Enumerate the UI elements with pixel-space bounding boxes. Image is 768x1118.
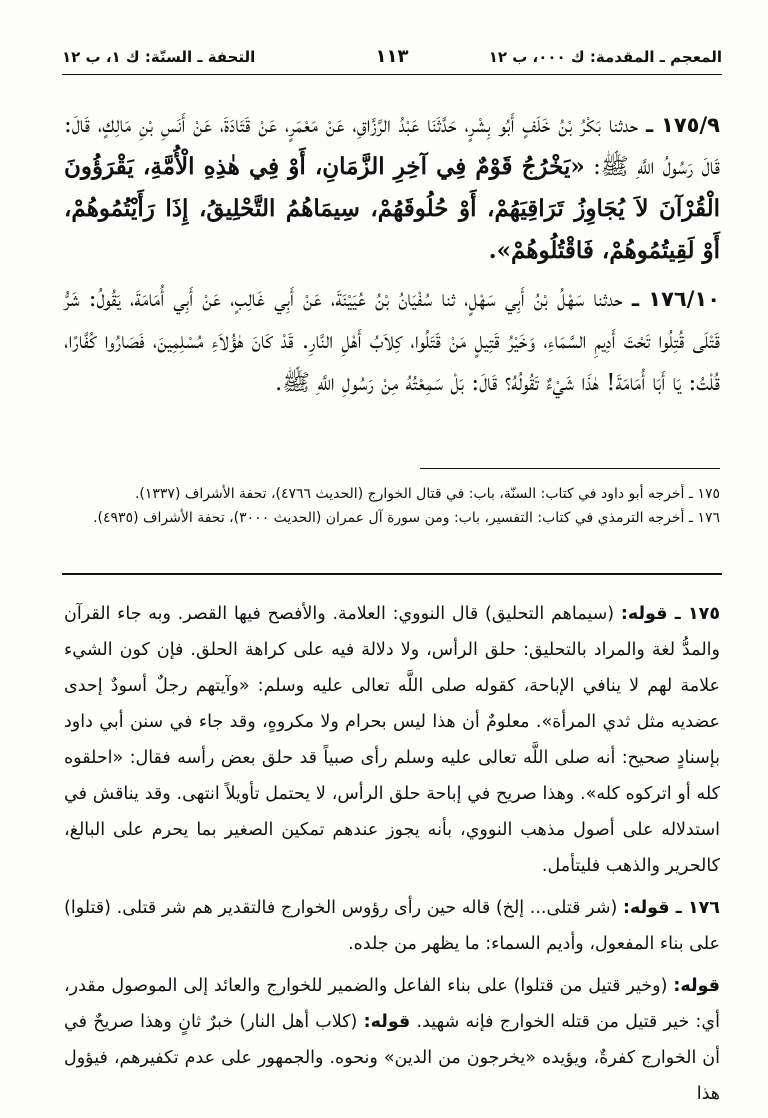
header-left: التحفة ـ السنّة: ك ١، ب ١٢ [62, 48, 256, 66]
footnote-175: ١٧٥ ـ أخرجه أبو داود في كتاب: السنّة، باب: في قتال الخوارج (الحديث ٤٧٦٦)، تحفة الأشراف (١٣٣٧). [134, 486, 720, 502]
commentary-text: (وخير قتيل من قتلوا) على بناء الفاعل والضمير للخوارج والعائد إلى الموصول مقدر، أي: خير قتيل من قتله الخوارج فإنه شهيد. [64, 976, 720, 1032]
footnote-176: ١٧٦ ـ أخرجه الترمذي في كتاب: التفسير، باب: ومن سورة آل عمران (الحديث ٣٠٠٠)، تحفة الأشراف (٤٩٣٥). [93, 510, 720, 526]
commentary-176-cont [64, 968, 720, 1112]
commentary-label: ١٧٥ ـ قوله: [620, 604, 720, 624]
hadith-isnad: حدثنا بَكْرُ بْنُ خَلَفٍ أَبُو بِشْرٍ، حَدَّثَنَا عَبْدُ الرَّزَّاقِ، عَنْ مَعْمَرٍ، عَنْ قَتَادَةَ، عَنْ أَنَسِ بْنِ مَالِكٍ، قَالَ: قَالَ رَسُولُ اللَّهِ ﷺ: [64, 112, 720, 180]
hadith-number: ١٧٥/٩ ـ [646, 113, 720, 137]
commentary [64, 596, 720, 1118]
commentary-label: قوله: [673, 976, 720, 996]
page-number: ١١٣ [375, 46, 409, 67]
hadith-176 [64, 278, 720, 404]
commentary-175 [64, 596, 720, 884]
header-right: المعجم ـ المقدمة: ك ٠٠٠، ب ١٢ [488, 48, 722, 66]
commentary-rule [62, 573, 722, 575]
hadith-matn: شَرُّ قَتْلَى قُتِلُوا تَحْتَ أَدِيمِ السَّمَاءِ، وَخَيْرُ قَتِيلٍ مَنْ قَتَلُوا، كِلاَبُ أَهْلِ النَّارِ. قَدْ كَانَ هٰؤُلاَءِ مُسْلِمِينَ، فَصَارُوا كُفَّارًا، قُلْتُ: يَا أَبَا أُمَامَةَ! هٰذَا شَيْءٌ تَقُولُهُ؟ قَالَ: بَلْ سَمِعْتُهُ مِنْ رَسُولِ اللَّهِ ﷺ. [64, 286, 720, 396]
commentary-label: قوله: [363, 1012, 411, 1032]
hadith-isnad: حدثنا سَهْلُ بْنُ أَبِي سَهْلٍ، ثنا سُفْيَانُ بْنُ عُيَيْنَةَ، عَنْ أَبِي غَالِبٍ، عَنْ أَبِي أُمَامَةَ، يَقُولُ: [88, 286, 623, 312]
commentary-text: (كلاب أهل النار) خبرٌ ثانٍ وهذا صريحٌ في أن الخوارج كفرةٌ، ويؤيده «يخرجون من الدين» ونحوه. والجمهور على عدم تكفيرهم، فيؤول هذا [64, 1012, 720, 1104]
footnote-separator [420, 468, 720, 469]
commentary-176 [64, 890, 720, 962]
hadith-number: ١٧٦/١٠ ـ [631, 287, 721, 311]
header-rule [62, 74, 722, 75]
commentary-text: (شر قتلى... إلخ) قاله حين رأى رؤوس الخوارج فالتقدير هم شر قتلى. (قتلوا) على بناء المفعول، وأديم السماء: ما يظهر من جلده. [64, 898, 720, 954]
hadith-matn: «يَخْرُجُ قَوْمٌ فِي آخِرِ الزَّمَانِ، أَوْ فِي هٰذِهِ الْأُمَّةِ، يَقْرَؤُونَ الْقُرْآنَ لاَ يُجَاوِزُ تَرَاقِيَهُمْ، أَوْ حُلُوقَهُمْ، سِيمَاهُمُ التَّحْلِيقُ، إِذَا رَأَيْتُمُوهُمْ، أَوْ لَقِيتُمُوهُمْ، فَاقْتُلُوهُمْ». [64, 153, 720, 264]
running-header [62, 46, 722, 72]
commentary-text: (سيماهم التحليق) قال النووي: العلامة. والأفصح فيها القصر. وبه جاء القرآن والمدُّ لغة والمراد بالتحليق: حلق الرأس، ولا دلالة فيه على كراهة الحلق. فإن كون الشيء علامة لهم لا ينافي الإباحة، كقوله صلى اللَّه تعالى عليه وسلم: «وآيتهم رجلٌ أسودٌ إحدى عضديه مثل ثدي المرأة». معلومٌ أن هذا ليس بحرام ولا مكروهٍ، وقد جاء في سنن أبي داود بإسنادٍ صحيح: أنه صلى اللَّه تعالى عليه وسلم رأى صبياً قد حلق بعض رأسه فقال: «احلقوه كله أو اتركوه كله». وهذا صريح في إباحة حلق الرأس، لا يحتمل تأويلاً انتهى. وقد يناقش في استدلاله على أصول مذهب النووي، بأنه يجوز عندهم تمكين الصغير بما يحرم على البالغ، كالحرير والذهب فليتأمل. [64, 604, 720, 876]
commentary-label: ١٧٦ ـ قوله: [622, 898, 720, 918]
hadith-175 [64, 104, 720, 272]
footnotes [64, 482, 720, 530]
